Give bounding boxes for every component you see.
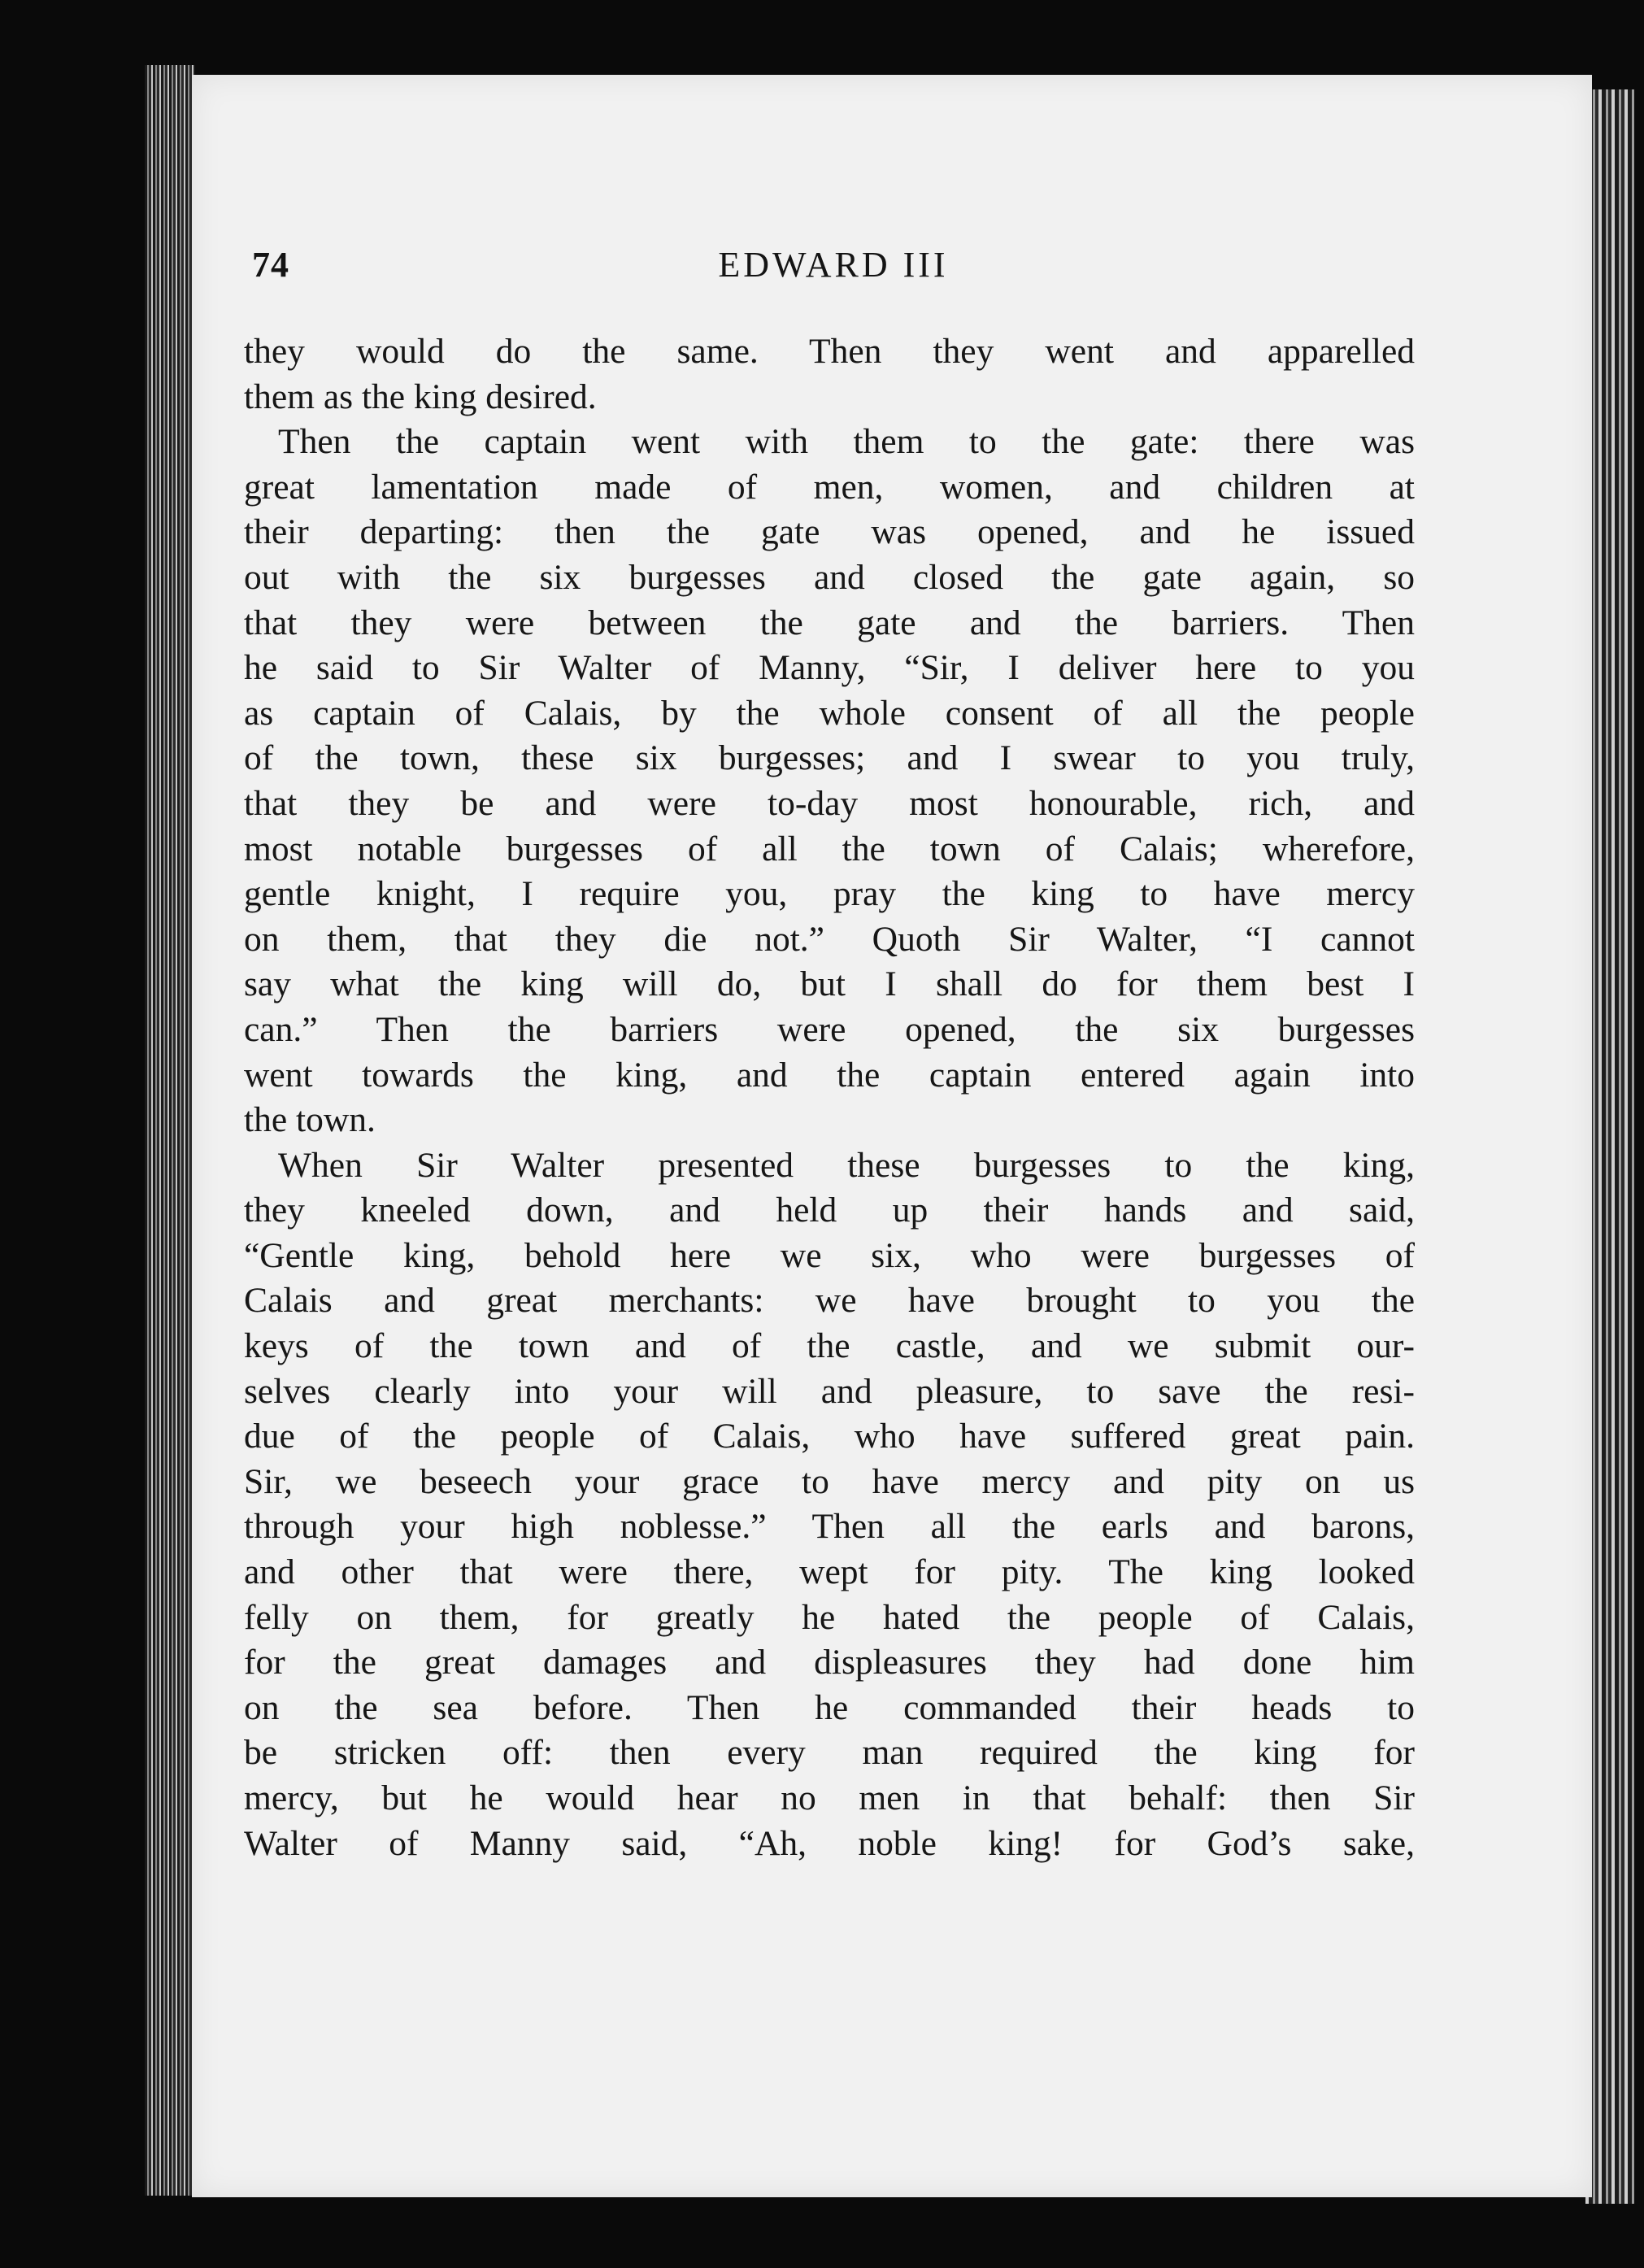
book-page-edges-right [1585,89,1634,2204]
text-line: be stricken off: then every man required the king for [244,1733,1415,1773]
text-line: When Sir Walter presented these burgesses to the king, [278,1145,1415,1185]
text-line: they kneeled down, and held up their hands and said, [244,1191,1415,1230]
text-line: them as the king desired. [244,377,597,416]
text-line: for the great damages and displeasures they had done him [244,1643,1415,1682]
text-line: through your high noblesse.” Then all the earls and barons, [244,1507,1415,1547]
text-line: gentle knight, I require you, pray the king to have mercy [244,874,1415,914]
text-line: “Gentle king, behold here we six, who were burgesses of [244,1235,1415,1275]
text-line: and other that were there, wept for pity. The king looked [244,1552,1415,1592]
book-page-edges-left [145,65,195,2196]
text-line: their departing: then the gate was opened, and he issued [244,512,1415,552]
page-number: 74 [252,245,289,285]
text-line: the town. [244,1100,376,1140]
text-line: Walter of Manny said, “Ah, noble king! for God’s sake, [244,1823,1415,1863]
text-line: mercy, but he would hear no men in that behalf: then Sir [244,1778,1415,1817]
text-line: Then the captain went with them to the gate: there was [278,422,1415,462]
text-line: of the town, these six burgesses; and I swear to you truly, [244,738,1415,778]
text-line: went towards the king, and the captain entered again into [244,1055,1415,1095]
text-line: great lamentation made of men, women, and children at [244,467,1415,507]
body-text [244,329,1415,1866]
text-line: that they be and were to-day most honourable, rich, and [244,783,1415,823]
text-line: can.” Then the barriers were opened, the six burgesses [244,1009,1415,1049]
text-line: on them, that they die not.” Quoth Sir Walter, “I cannot [244,919,1415,959]
text-line: say what the king will do, but I shall do for them best I [244,964,1415,1004]
text-line: he said to Sir Walter of Manny, “Sir, I deliver here to you [244,648,1415,688]
text-line: they would do the same. Then they went and apparelled [244,332,1415,371]
text-line: most notable burgesses of all the town of Calais; wherefore, [244,829,1415,868]
text-line: Sir, we beseech your grace to have mercy and pity on us [244,1461,1415,1501]
text-line: felly on them, for greatly he hated the people of Calais, [244,1597,1415,1637]
text-line: Calais and great merchants: we have brought to you the [244,1281,1415,1321]
text-line: that they were between the gate and the barriers. Then [244,603,1415,642]
text-line: due of the people of Calais, who have suffered great pain. [244,1417,1415,1456]
text-line: keys of the town and of the castle, and we submit our- [244,1326,1415,1366]
text-line: as captain of Calais, by the whole consent of all the people [244,693,1415,733]
text-line: out with the six burgesses and closed the gate again, so [244,557,1415,597]
text-line: selves clearly into your will and pleasure, to save the resi- [244,1371,1415,1411]
page-header [252,244,1415,301]
text-line: on the sea before. Then he commanded their heads to [244,1687,1415,1727]
running-head: EDWARD III [718,245,949,285]
